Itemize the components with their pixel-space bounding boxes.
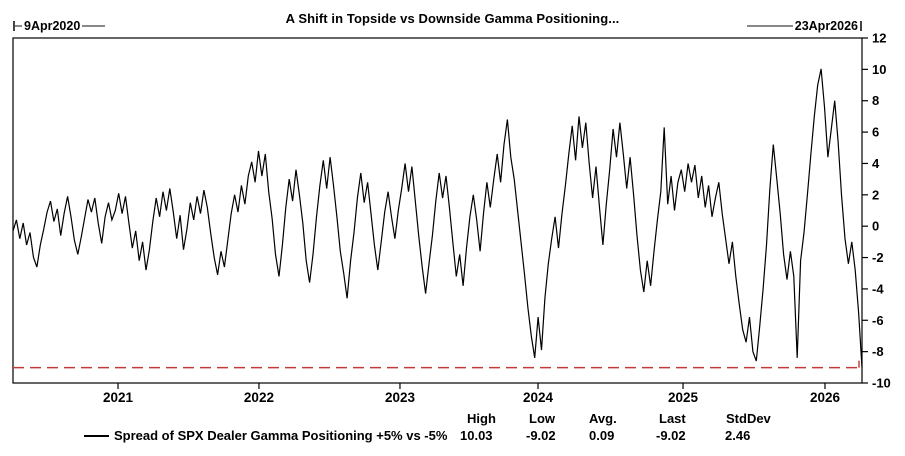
y-tick-label: 0 [872, 218, 880, 234]
range-end-label: 23Apr2026 [794, 19, 858, 33]
y-tick-label: -2 [872, 250, 884, 266]
stat-header-last: Last [659, 411, 686, 426]
x-tick-label: 2024 [522, 390, 554, 405]
stat-value-avg: 0.09 [589, 428, 615, 443]
x-tick-label: 2026 [809, 390, 841, 405]
y-tick-label: 8 [872, 93, 880, 109]
stat-header-avg: Avg. [589, 411, 617, 426]
stat-value-last: -9.02 [656, 428, 686, 443]
plot-frame [13, 38, 862, 383]
y-axis [862, 31, 891, 391]
x-tick-label: 2025 [668, 390, 699, 405]
legend-series-label: Spread of SPX Dealer Gamma Positioning +5% vs -5% [114, 428, 448, 443]
stat-value-low: -9.02 [526, 428, 556, 443]
y-tick-label: 2 [872, 187, 880, 203]
range-start-label: 9Apr2020 [24, 19, 81, 33]
y-tick-label: 6 [872, 124, 880, 140]
x-tick-label: 2022 [243, 390, 274, 405]
stat-header-low: Low [529, 411, 555, 426]
chart-title: A Shift in Topside vs Downside Gamma Positioning... [285, 11, 620, 26]
stat-header-stddev: StdDev [726, 411, 771, 426]
legend-item [84, 428, 447, 443]
y-tick-label: -8 [872, 344, 884, 360]
y-tick-label: 4 [872, 155, 880, 171]
x-tick-label: 2021 [102, 390, 134, 405]
legend-line-swatch [84, 435, 109, 437]
series-line [13, 69, 862, 368]
y-tick-label: -6 [872, 312, 884, 328]
y-tick-label: -4 [872, 281, 884, 297]
x-tick-label: 2023 [384, 390, 415, 405]
y-tick-label: 10 [872, 61, 887, 77]
stat-header-high: High [467, 411, 496, 426]
x-axis [103, 383, 840, 405]
stat-value-stddev: 2.46 [725, 428, 751, 443]
stat-value-high: 10.03 [460, 428, 493, 443]
y-tick-label: 12 [872, 30, 887, 46]
y-tick-label: -10 [872, 375, 891, 391]
